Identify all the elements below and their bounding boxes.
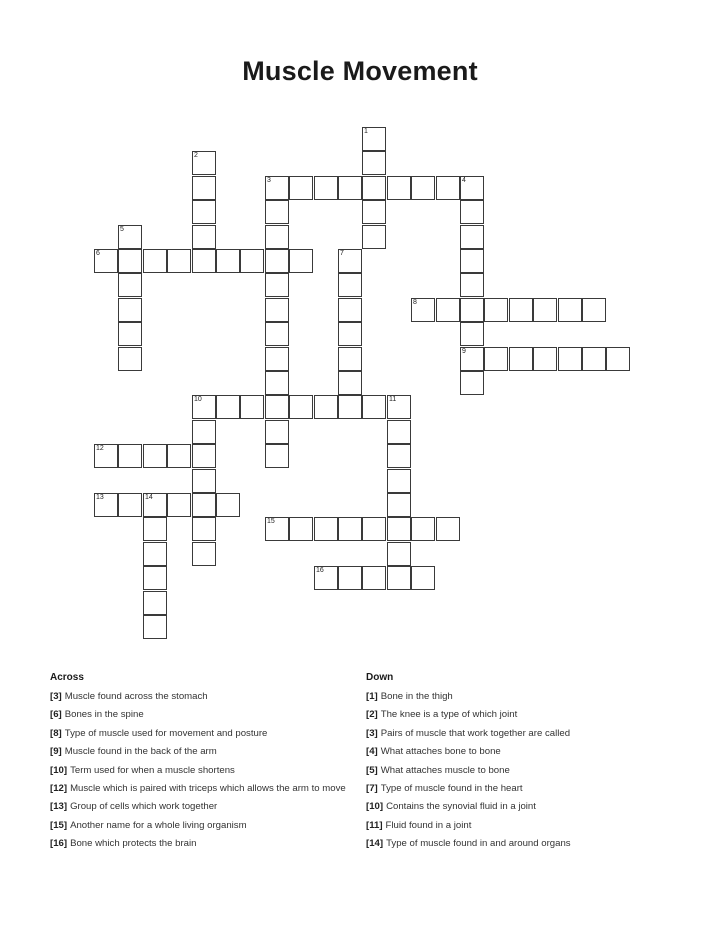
grid-cell[interactable] xyxy=(387,542,411,566)
grid-cell[interactable] xyxy=(338,298,362,322)
grid-cell[interactable] xyxy=(265,322,289,346)
clue-text: What attaches bone to bone xyxy=(380,746,501,758)
across-clue xyxy=(50,802,360,813)
clue-label-number: [13] xyxy=(50,801,68,813)
clue-number: 13 xyxy=(96,494,104,501)
grid-cell[interactable] xyxy=(387,176,411,200)
grid-cell[interactable] xyxy=(362,176,386,200)
clue-text: Contains the synovial fluid in a joint xyxy=(386,801,536,813)
clue-text: Muscle found in the back of the arm xyxy=(64,746,217,758)
grid-cell[interactable] xyxy=(314,395,338,419)
grid-cell[interactable] xyxy=(460,273,484,297)
clue-text: The knee is a type of which joint xyxy=(380,709,518,721)
clue-text: Another name for a whole living organism xyxy=(70,819,247,831)
clue-label-number: [3] xyxy=(366,727,378,739)
grid-cell[interactable] xyxy=(143,615,167,639)
grid-cell[interactable] xyxy=(265,273,289,297)
grid-cell[interactable] xyxy=(265,225,289,249)
grid-cell[interactable] xyxy=(265,371,289,395)
grid-cell[interactable] xyxy=(460,176,484,200)
down-clue xyxy=(366,710,676,721)
clue-label-number: [15] xyxy=(50,819,68,831)
grid-cell[interactable] xyxy=(362,200,386,224)
clue-label-number: [8] xyxy=(50,727,62,739)
grid-cell[interactable] xyxy=(484,298,508,322)
grid-cell[interactable] xyxy=(460,249,484,273)
clue-number: 10 xyxy=(194,396,202,403)
grid-cell[interactable] xyxy=(265,249,289,273)
clue-number: 16 xyxy=(316,567,324,574)
across-clue xyxy=(50,784,360,795)
grid-cell[interactable] xyxy=(509,347,533,371)
clue-text: What attaches muscle to bone xyxy=(380,764,510,776)
grid-cell[interactable] xyxy=(94,249,118,273)
clue-label-number: [16] xyxy=(50,838,68,850)
grid-cell[interactable] xyxy=(558,298,582,322)
grid-cell[interactable] xyxy=(118,322,142,346)
grid-cell[interactable] xyxy=(606,347,630,371)
grid-cell[interactable] xyxy=(265,517,289,541)
grid-cell[interactable] xyxy=(338,249,362,273)
grid-cell[interactable] xyxy=(167,493,191,517)
grid-cell[interactable] xyxy=(362,127,386,151)
grid-cell[interactable] xyxy=(143,444,167,468)
clue-label-number: [10] xyxy=(366,801,384,813)
clue-number: 12 xyxy=(96,445,104,452)
down-clue xyxy=(366,747,676,758)
grid-cell[interactable] xyxy=(338,273,362,297)
across-clue xyxy=(50,692,360,703)
grid-cell[interactable] xyxy=(265,444,289,468)
grid-cell[interactable] xyxy=(192,395,216,419)
grid-cell[interactable] xyxy=(240,395,264,419)
down-clue xyxy=(366,784,676,795)
grid-cell[interactable] xyxy=(192,493,216,517)
clue-text: Bone which protects the brain xyxy=(70,838,197,850)
clue-label-number: [11] xyxy=(366,819,383,831)
grid-cell[interactable] xyxy=(143,249,167,273)
grid-cell[interactable] xyxy=(436,176,460,200)
clue-text: Type of muscle found in the heart xyxy=(380,782,523,794)
grid-cell[interactable] xyxy=(192,151,216,175)
grid-cell[interactable] xyxy=(411,566,435,590)
clue-number: 4 xyxy=(462,177,466,184)
grid-cell[interactable] xyxy=(118,444,142,468)
down-heading: Down xyxy=(366,672,394,683)
clue-label-number: [6] xyxy=(50,709,62,721)
grid-cell[interactable] xyxy=(314,517,338,541)
grid-cell[interactable] xyxy=(192,517,216,541)
grid-cell[interactable] xyxy=(387,395,411,419)
grid-cell[interactable] xyxy=(338,395,362,419)
grid-cell[interactable] xyxy=(509,298,533,322)
grid-cell[interactable] xyxy=(387,420,411,444)
grid-cell[interactable] xyxy=(460,322,484,346)
grid-cell[interactable] xyxy=(265,200,289,224)
grid-cell[interactable] xyxy=(216,249,240,273)
clue-text: Fluid found in a joint xyxy=(385,819,472,831)
grid-cell[interactable] xyxy=(387,444,411,468)
grid-cell[interactable] xyxy=(289,176,313,200)
grid-cell[interactable] xyxy=(143,542,167,566)
grid-cell[interactable] xyxy=(118,298,142,322)
grid-cell[interactable] xyxy=(265,395,289,419)
grid-cell[interactable] xyxy=(118,493,142,517)
grid-cell[interactable] xyxy=(387,493,411,517)
grid-cell[interactable] xyxy=(192,542,216,566)
clue-number: 7 xyxy=(340,250,344,257)
clue-number: 6 xyxy=(96,250,100,257)
clue-text: Bones in the spine xyxy=(64,709,144,721)
grid-cell[interactable] xyxy=(265,298,289,322)
grid-cell[interactable] xyxy=(436,517,460,541)
grid-cell[interactable] xyxy=(265,420,289,444)
grid-cell[interactable] xyxy=(362,225,386,249)
grid-cell[interactable] xyxy=(533,347,557,371)
grid-cell[interactable] xyxy=(460,298,484,322)
grid-cell[interactable] xyxy=(192,225,216,249)
down-clue xyxy=(366,766,676,777)
grid-cell[interactable] xyxy=(314,566,338,590)
down-clue xyxy=(366,839,676,850)
clue-number: 9 xyxy=(462,348,466,355)
across-clue xyxy=(50,821,360,832)
grid-cell[interactable] xyxy=(118,225,142,249)
grid-cell[interactable] xyxy=(143,517,167,541)
clue-label-number: [10] xyxy=(50,764,68,776)
grid-cell[interactable] xyxy=(411,517,435,541)
down-clue-list xyxy=(366,692,676,850)
grid-cell[interactable] xyxy=(338,322,362,346)
grid-cell[interactable] xyxy=(314,176,338,200)
clue-label-number: [5] xyxy=(366,764,378,776)
across-heading: Across xyxy=(50,672,84,683)
clue-text: Muscle found across the stomach xyxy=(64,691,208,702)
grid-cell[interactable] xyxy=(192,249,216,273)
clue-label-number: [9] xyxy=(50,746,62,758)
clue-label-number: [2] xyxy=(366,709,378,721)
grid-cell[interactable] xyxy=(460,371,484,395)
grid-cell[interactable] xyxy=(460,347,484,371)
clue-number: 5 xyxy=(120,226,124,233)
clue-label-number: [3] xyxy=(50,691,62,702)
grid-cell[interactable] xyxy=(338,371,362,395)
grid-cell[interactable] xyxy=(167,249,191,273)
across-clue xyxy=(50,710,360,721)
grid-cell[interactable] xyxy=(94,493,118,517)
grid-cell[interactable] xyxy=(216,493,240,517)
grid-cell[interactable] xyxy=(387,469,411,493)
clue-number: 11 xyxy=(389,396,397,403)
grid-cell[interactable] xyxy=(582,298,606,322)
grid-cell[interactable] xyxy=(118,347,142,371)
grid-cell[interactable] xyxy=(582,347,606,371)
grid-cell[interactable] xyxy=(216,395,240,419)
grid-cell[interactable] xyxy=(338,566,362,590)
clue-text: Pairs of muscle that work together are called xyxy=(380,727,571,739)
grid-cell[interactable] xyxy=(94,444,118,468)
grid-cell[interactable] xyxy=(289,517,313,541)
down-clue xyxy=(366,802,676,813)
clue-label-number: [1] xyxy=(366,691,378,702)
grid-cell[interactable] xyxy=(460,200,484,224)
clue-label-number: [4] xyxy=(366,746,378,758)
grid-cell[interactable] xyxy=(118,273,142,297)
clue-number: 14 xyxy=(145,494,153,501)
grid-cell[interactable] xyxy=(167,444,191,468)
clue-number: 1 xyxy=(364,128,368,135)
grid-cell[interactable] xyxy=(192,469,216,493)
clue-label-number: [14] xyxy=(366,838,384,850)
grid-cell[interactable] xyxy=(192,444,216,468)
clue-text: Group of cells which work together xyxy=(70,801,218,813)
grid-cell[interactable] xyxy=(387,566,411,590)
clue-label-number: [7] xyxy=(366,782,378,794)
across-clue xyxy=(50,766,360,777)
grid-cell[interactable] xyxy=(289,395,313,419)
grid-cell[interactable] xyxy=(411,176,435,200)
grid-cell[interactable] xyxy=(338,176,362,200)
clue-text: Term used for when a muscle shortens xyxy=(70,764,235,776)
grid-cell[interactable] xyxy=(362,395,386,419)
grid-cell[interactable] xyxy=(240,249,264,273)
across-clue-list xyxy=(50,692,360,850)
clue-label-number: [12] xyxy=(50,782,68,794)
across-clue xyxy=(50,747,360,758)
grid-cell[interactable] xyxy=(192,420,216,444)
grid-cell[interactable] xyxy=(192,176,216,200)
clue-text: Muscle which is paired with triceps which allows the arm to move xyxy=(70,782,346,794)
across-clues xyxy=(50,672,360,858)
clue-text: Type of muscle found in and around organs xyxy=(386,838,571,850)
grid-cell[interactable] xyxy=(265,176,289,200)
grid-cell[interactable] xyxy=(338,517,362,541)
grid-cell[interactable] xyxy=(436,298,460,322)
grid-cell[interactable] xyxy=(143,493,167,517)
grid-cell[interactable] xyxy=(192,200,216,224)
grid-cell[interactable] xyxy=(143,591,167,615)
grid-cell[interactable] xyxy=(362,517,386,541)
grid-cell[interactable] xyxy=(362,151,386,175)
grid-cell[interactable] xyxy=(265,347,289,371)
grid-cell[interactable] xyxy=(558,347,582,371)
down-clue xyxy=(366,692,676,703)
clue-number: 8 xyxy=(413,299,417,306)
clue-text: Type of muscle used for movement and posture xyxy=(64,727,268,739)
clue-number: 3 xyxy=(267,177,271,184)
clue-number: 2 xyxy=(194,152,198,159)
grid-cell[interactable] xyxy=(533,298,557,322)
across-clue xyxy=(50,729,360,740)
page-title: Muscle Movement xyxy=(242,56,478,86)
grid-cell[interactable] xyxy=(118,249,142,273)
clue-number: 15 xyxy=(267,518,275,525)
grid-cell[interactable] xyxy=(143,566,167,590)
down-clues xyxy=(366,672,676,858)
grid-cell[interactable] xyxy=(460,225,484,249)
across-clue xyxy=(50,839,360,850)
grid-cell[interactable] xyxy=(411,298,435,322)
down-clue xyxy=(366,821,676,832)
grid-cell[interactable] xyxy=(338,347,362,371)
down-clue xyxy=(366,729,676,740)
grid-cell[interactable] xyxy=(484,347,508,371)
grid-cell[interactable] xyxy=(362,566,386,590)
clue-text: Bone in the thigh xyxy=(380,691,453,702)
grid-cell[interactable] xyxy=(387,517,411,541)
grid-cell[interactable] xyxy=(289,249,313,273)
